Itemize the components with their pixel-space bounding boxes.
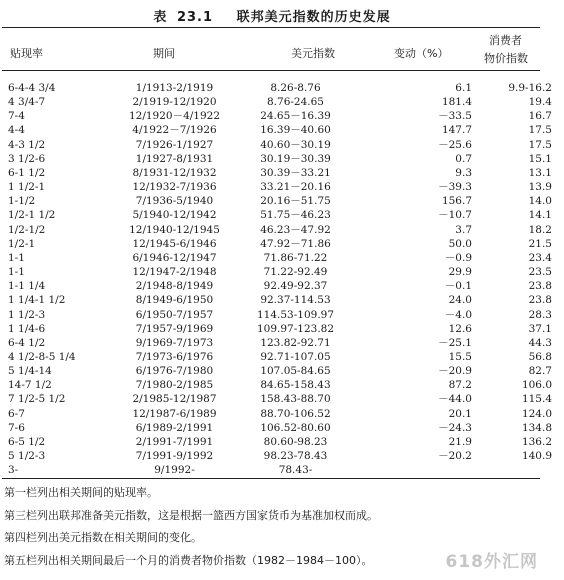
period-cell: 2/1919-12/1920: [132, 96, 217, 109]
table-row: [0, 166, 564, 180]
change-cell: [350, 463, 472, 477]
cpi-cell: 9.9-16.2: [508, 82, 552, 94]
period-cell: 12/1947-2/1948: [132, 266, 217, 279]
table-row: [0, 180, 564, 194]
period-cell: 7/1980-2/1985: [135, 379, 214, 392]
table-row: [0, 350, 564, 364]
cpi-cell: 16.7: [528, 110, 552, 123]
period-cell: 6/1946-12/1947: [132, 251, 217, 264]
change-cell: －25.1: [438, 336, 472, 349]
dollar-index-cell: 40.60－30.19: [260, 138, 331, 151]
period-cell: 7/1936-5/1940: [135, 195, 214, 208]
dollar-index-cell: 114.53-109.97: [256, 308, 335, 321]
table-row: [0, 208, 564, 222]
table-row: [0, 378, 564, 392]
table-row: [0, 95, 564, 109]
period-cell: 6/1976-7/1980: [135, 365, 214, 378]
table-row: [0, 223, 564, 237]
change-cell: 87.2: [448, 379, 472, 392]
period-cell: 7/1926-1/1927: [135, 138, 214, 151]
table-row: [0, 421, 564, 435]
dollar-index-cell: 30.19－30.39: [260, 152, 331, 165]
table-title-label: 表: [153, 10, 168, 25]
discount-rate-cell: 1/2-1: [8, 237, 36, 250]
change-cell: －39.3: [438, 181, 472, 194]
cpi-cell: 28.3: [528, 308, 552, 321]
period-cell: 12/1940-12/1945: [129, 223, 220, 236]
period-cell: 8/1949-6/1950: [135, 294, 214, 307]
change-cell: 156.7: [441, 195, 472, 208]
period-cell: 7/1973-6/1976: [135, 350, 214, 363]
change-cell: －4.0: [444, 308, 472, 321]
dollar-index-cell: 20.16－51.75: [260, 195, 331, 208]
data-table: [0, 81, 564, 477]
dollar-index-cell: 8.76-24.65: [267, 96, 324, 109]
table-row: [0, 308, 564, 322]
table-row: [0, 152, 564, 166]
table-row: [0, 123, 564, 137]
dollar-index-cell: 51.75－46.23: [260, 209, 331, 222]
cpi-cell: 37.1: [528, 322, 552, 335]
dollar-index-cell: 47.92－71.86: [260, 237, 331, 250]
header-dollar-index: 美元指数: [291, 47, 335, 60]
cpi-cell: [472, 463, 564, 477]
period-cell: 2/1985-12/1987: [132, 393, 217, 406]
change-cell: 12.6: [448, 322, 472, 335]
discount-rate-cell: 3 1/2-6: [8, 152, 46, 165]
cpi-cell: 17.5: [528, 138, 552, 151]
change-cell: 29.9: [448, 266, 472, 279]
dollar-index-cell: 106.52-80.60: [260, 421, 331, 434]
change-cell: 20.1: [448, 407, 472, 420]
change-cell: －44.0: [438, 393, 472, 406]
change-cell: 50.0: [448, 237, 472, 250]
cpi-cell: 115.4: [521, 393, 552, 406]
table-row: [0, 392, 564, 406]
cpi-cell: 82.7: [528, 365, 552, 378]
watermark: 618外汇网: [445, 552, 538, 572]
period-cell: 6/1989-2/1991: [135, 421, 214, 434]
table-row: [0, 279, 564, 293]
header-discount-rate: 贴现率: [10, 47, 43, 60]
discount-rate-cell: 1 1/4-1 1/2: [8, 294, 66, 307]
change-cell: －0.9: [444, 251, 472, 264]
change-cell: 147.7: [441, 124, 472, 137]
discount-rate-cell: 3-: [8, 464, 19, 477]
period-cell: 12/1987-6/1989: [132, 407, 217, 420]
period-cell: 1/1927-8/1931: [135, 152, 214, 165]
dollar-index-cell: 71.22-92.49: [263, 266, 328, 279]
cpi-cell: 23.8: [528, 280, 552, 293]
table-row: [0, 407, 564, 421]
dollar-index-cell: 16.39－40.60: [260, 124, 331, 137]
change-cell: 181.4: [441, 96, 472, 109]
table-row: [0, 237, 564, 251]
cpi-cell: 17.5: [528, 124, 552, 137]
cpi-cell: 19.4: [528, 96, 552, 109]
discount-rate-cell: 7-6: [8, 421, 25, 434]
dollar-index-cell: 92.71-107.05: [260, 350, 331, 363]
cpi-cell: 140.9: [521, 450, 552, 463]
discount-rate-cell: 1-1/2: [8, 195, 36, 208]
dollar-index-cell: 33.21－20.16: [260, 181, 331, 194]
change-cell: －33.5: [438, 110, 472, 123]
footnote: 第五栏列出相关期间最后一个月的消费者物价指数（1982－1984－100）。: [4, 553, 373, 567]
top-rule: [2, 27, 540, 28]
dollar-index-cell: 92.49-92.37: [263, 280, 328, 293]
header-change: 变动（%）: [394, 47, 449, 60]
change-cell: 6.1: [455, 82, 472, 94]
discount-rate-cell: 5 1/4-14: [8, 365, 52, 378]
period-cell: 12/1932-7/1936: [132, 181, 217, 194]
table-row: [0, 322, 564, 336]
change-cell: 24.0: [448, 294, 472, 307]
discount-rate-cell: 4-3 1/2: [8, 138, 46, 151]
period-cell: 1/1913-2/1919: [135, 82, 214, 94]
change-cell: －10.7: [438, 209, 472, 222]
dollar-index-cell: 88.70-106.52: [260, 407, 331, 420]
table-row: [0, 194, 564, 208]
footnote: 第一栏列出相关期间的贴现率。: [4, 486, 158, 499]
cpi-cell: 56.8: [528, 350, 552, 363]
period-cell: 9/1969-7/1973: [135, 336, 214, 349]
change-cell: 3.7: [455, 223, 472, 236]
discount-rate-cell: 1-1: [8, 266, 25, 279]
discount-rate-cell: 1-1: [8, 251, 25, 264]
cpi-cell: 106.0: [521, 379, 552, 392]
dollar-index-cell: 158.43-88.70: [260, 393, 331, 406]
change-cell: －20.9: [438, 365, 472, 378]
bottom-rule: [2, 478, 540, 479]
discount-rate-cell: 6-4-4 3/4: [8, 82, 56, 94]
dollar-index-cell: 71.86-71.22: [263, 251, 328, 264]
discount-rate-cell: 1/2-1 1/2: [8, 209, 56, 222]
change-cell: 21.9: [448, 435, 472, 448]
period-cell: 4/1922－7/1926: [132, 124, 217, 137]
cpi-cell: 14.1: [528, 209, 552, 222]
period-cell: 12/1945-6/1946: [132, 237, 217, 250]
cpi-cell: 23.5: [528, 266, 552, 279]
table-row: [0, 449, 564, 463]
discount-rate-cell: 6-1 1/2: [8, 166, 46, 179]
discount-rate-cell: 4 3/4-7: [8, 96, 46, 109]
dollar-index-cell: 123.82-92.71: [260, 336, 331, 349]
table-row: [0, 251, 564, 265]
change-cell: 0.7: [455, 152, 472, 165]
table-row: [0, 138, 564, 152]
cpi-cell: 136.2: [521, 435, 552, 448]
discount-rate-cell: 6-5 1/2: [8, 435, 46, 448]
discount-rate-cell: 5 1/2-3: [8, 450, 46, 463]
table-title-number: 23.1: [176, 10, 214, 25]
discount-rate-cell: 7-4: [8, 110, 25, 123]
discount-rate-cell: 1-1 1/4: [8, 280, 46, 293]
table-row: [0, 364, 564, 378]
cpi-cell: 134.8: [521, 421, 552, 434]
table-row: [0, 109, 564, 123]
dollar-index-cell: 24.65－16.39: [260, 110, 331, 123]
period-cell: 2/1948-8/1949: [135, 280, 214, 293]
dollar-index-cell: 78.43-: [278, 464, 313, 477]
change-cell: －25.6: [438, 138, 472, 151]
dollar-index-cell: 84.65-158.43: [260, 379, 331, 392]
change-cell: －20.2: [438, 450, 472, 463]
period-cell: 8/1931-12/1932: [132, 166, 217, 179]
change-cell: 9.3: [455, 166, 472, 179]
dollar-index-cell: 80.60-98.23: [263, 435, 328, 448]
discount-rate-cell: 1/2-1/2: [8, 223, 46, 236]
cpi-cell: 14.0: [528, 195, 552, 208]
cpi-cell: 23.8: [528, 294, 552, 307]
discount-rate-cell: 1 1/2-3: [8, 308, 46, 321]
dollar-index-cell: 107.05-84.65: [260, 365, 331, 378]
discount-rate-cell: 4-4: [8, 124, 25, 137]
dollar-index-cell: 8.26-8.76: [270, 82, 321, 94]
period-cell: 12/1920－4/1922: [128, 110, 221, 123]
discount-rate-cell: 6-7: [8, 407, 25, 420]
cpi-cell: 124.0: [521, 407, 552, 420]
header-cpi-line2: 物价指数: [484, 52, 528, 65]
table-title-text: 联邦美元指数的历史发展: [236, 10, 391, 25]
header-period: 期间: [153, 47, 175, 60]
discount-rate-cell: 1 1/4-6: [8, 322, 46, 335]
cpi-cell: 23.4: [528, 251, 552, 264]
cpi-cell: 44.3: [528, 336, 552, 349]
cpi-cell: 21.5: [528, 237, 552, 250]
period-cell: 7/1991-9/1992: [135, 450, 214, 463]
cpi-cell: 13.9: [528, 181, 552, 194]
dollar-index-cell: 109.97-123.82: [256, 322, 335, 335]
dollar-index-cell: 30.39－33.21: [260, 166, 331, 179]
discount-rate-cell: 1 1/2-1: [8, 181, 46, 194]
header-rule: [2, 70, 540, 71]
data-table-body: [0, 81, 564, 477]
discount-rate-cell: 6-4 1/2: [8, 336, 46, 349]
change-cell: －0.1: [444, 280, 472, 293]
discount-rate-cell: 4 1/2-8-5 1/4: [8, 350, 76, 363]
change-cell: －24.3: [438, 421, 472, 434]
table-row: [0, 435, 564, 449]
header-cpi-line1: 消费者: [489, 34, 522, 47]
period-cell: 2/1991-7/1991: [135, 435, 214, 448]
dollar-index-cell: 46.23－47.92: [260, 223, 331, 236]
table-title: [0, 6, 544, 25]
period-cell: 5/1940-12/1942: [132, 209, 217, 222]
dollar-index-cell: 98.23-78.43: [263, 450, 328, 463]
table-row: [0, 463, 564, 477]
table-row: [0, 293, 564, 307]
table-row: [0, 336, 564, 350]
dollar-index-cell: 92.37-114.53: [260, 294, 331, 307]
period-cell: 9/1992-: [154, 464, 195, 477]
cpi-cell: 13.1: [528, 166, 552, 179]
footnote: 第四栏列出美元指数在相关期间的变化。: [4, 531, 202, 544]
table-row: [0, 81, 564, 95]
footnote: 第三栏列出联邦准备美元指数，这是根据一篮西方国家货币为基准加权而成。: [4, 508, 378, 522]
table-row: [0, 265, 564, 279]
cpi-cell: 18.2: [528, 223, 552, 236]
period-cell: 7/1957-9/1969: [135, 322, 214, 335]
discount-rate-cell: 14-7 1/2: [8, 379, 52, 392]
cpi-cell: 15.1: [528, 152, 552, 165]
discount-rate-cell: 7 1/2-5 1/2: [8, 393, 66, 406]
period-cell: 6/1950-7/1957: [135, 308, 214, 321]
change-cell: 15.5: [448, 350, 472, 363]
